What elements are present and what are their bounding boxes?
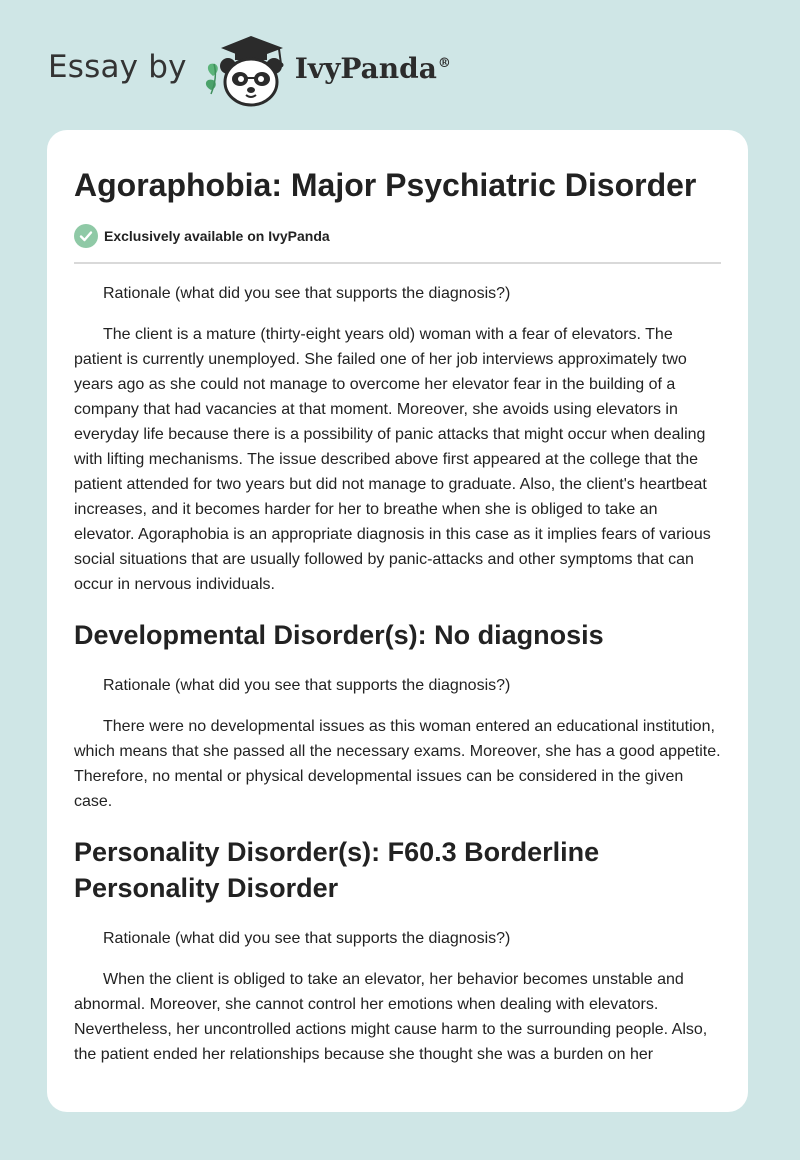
body-paragraph: There were no developmental issues as this woman entered an educational institution, which means that she passed all the necessary exams. Moreover, she has a good appetite. Therefore, no mental or physical developmental issues can be considered in the given case. — [74, 718, 721, 810]
title-divider — [74, 262, 721, 264]
check-circle-icon — [74, 224, 98, 248]
panda-logo-icon[interactable] — [201, 30, 291, 110]
rationale-label: Rationale (what did you see that supports the diagnosis?) — [103, 677, 511, 694]
brand-prefix: Essay by — [48, 49, 187, 85]
brand-name-text: IvyPanda — [294, 51, 437, 85]
body-paragraph: When the client is obliged to take an elevator, her behavior becomes unstable and abnormal. Moreover, she cannot control her emotions when dealing with elevators. Nevertheless, her uncontrolled actions might cause harm to the surrounding people. Also, the patient ended her relationships because she thought she was a burden on her — [74, 971, 708, 1063]
page-title: Agoraphobia: Major Psychiatric Disorder — [74, 167, 697, 203]
brand-name — [295, 52, 451, 85]
essay-card — [47, 130, 748, 1112]
rationale-label: Rationale (what did you see that supports the diagnosis?) — [103, 285, 511, 302]
rationale-label: Rationale (what did you see that supports the diagnosis?) — [103, 930, 511, 947]
section-heading-personality: Personality Disorder(s): F60.3 Borderline Personality Disorder — [74, 837, 600, 903]
exclusive-badge — [74, 224, 721, 248]
registered-mark: ® — [437, 56, 451, 72]
section-heading-developmental: Developmental Disorder(s): No diagnosis — [74, 620, 604, 650]
brand-header — [48, 30, 451, 110]
badge-text: Exclusively available on IvyPanda — [104, 228, 330, 244]
body-paragraph: The client is a mature (thirty-eight years old) woman with a fear of elevators. The patient is currently unemployed. She failed one of her job interviews approximately two years ago as she could not manage to overcome her elevator fear in the building of a company that had vacancies at that moment. Moreover, she avoids using elevators in everyday life because there is a possibility of panic attacks that might occur when dealing with lifting mechanisms. The issue described above first appeared at the college that the patient attended for two years but did not manage to graduate. Also, the client's heartbeat increases, and it becomes harder for her to breathe when she is obliged to take an elevator. Agoraphobia is an appropriate diagnosis in this case as it implies fears of various social situations that are usually followed by panic-attacks and other symptoms that can occur in nervous individuals. — [74, 326, 711, 593]
